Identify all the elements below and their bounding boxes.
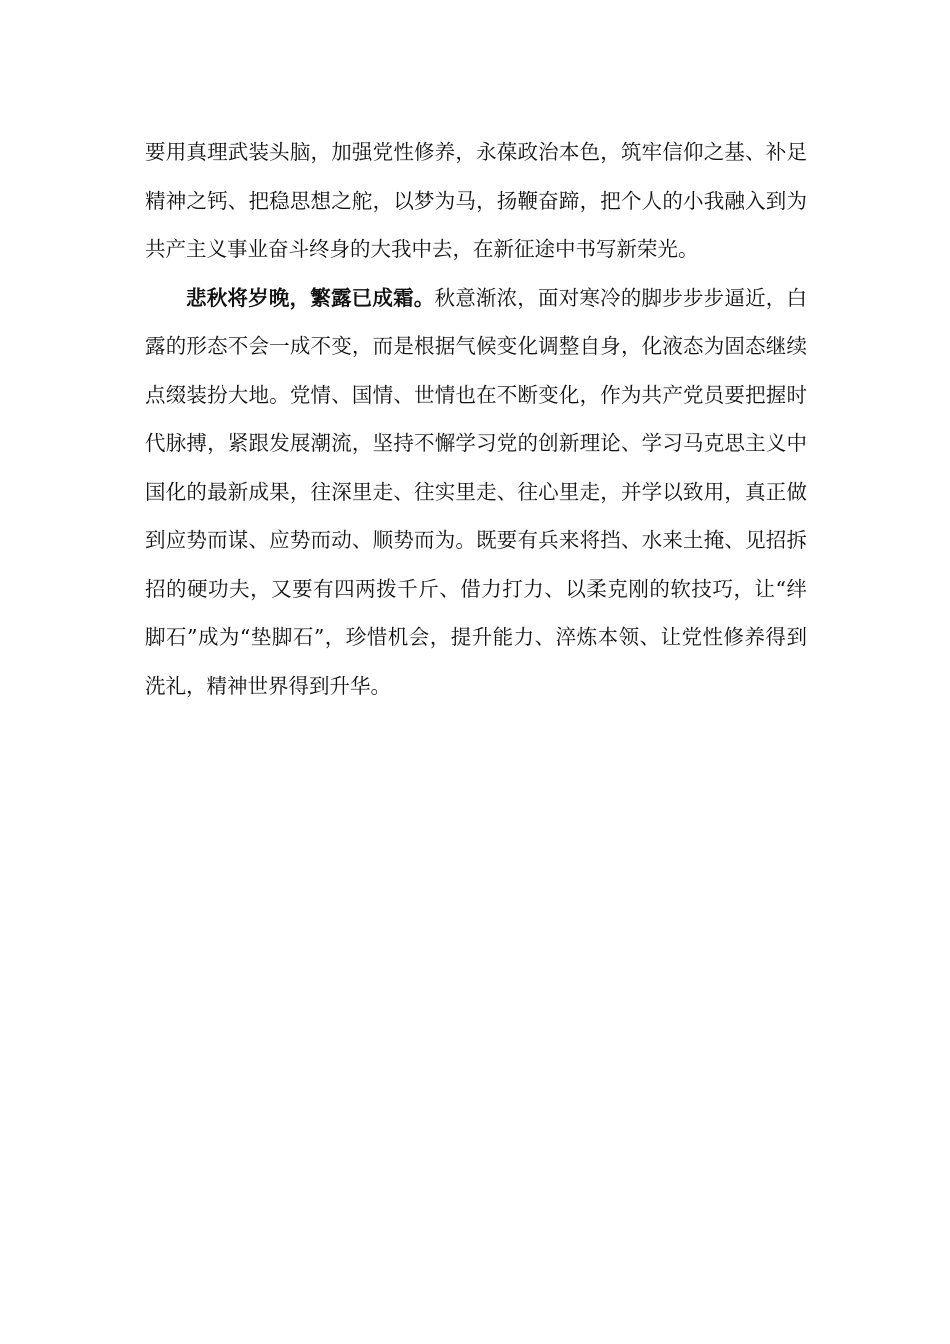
document-body [145, 128, 807, 710]
paragraph-continuation: 要用真理武装头脑，加强党性修养，永葆政治本色，筑牢信仰之基、补足精神之钙、把稳思想之舵，以梦为马，扬鞭奋蹄，把个人的小我融入到为共产主义事业奋斗终身的大我中去，在新征途中书写新荣光。 [145, 140, 807, 261]
paragraph-body-text: 秋意渐浓，面对寒冷的脚步步步逼近，白露的形态不会一成不变，而是根据气候变化调整自身，化液态为固态继续点缀装扮大地。党情、国情、世情也在不断变化，作为共产党员要把握时代脉搏，紧跟发展潮流，坚持不懈学习党的创新理论、学习马克思主义中国化的最新成果，往深里走、往实里走、往心里走，并学以致用，真正做到应势而谋、应势而动、顺势而为。既要有兵来将挡、水来土掩、见招拆招的硬功夫，又要有四两拨千斤、借力打力、以柔克刚的软技巧，让“绊脚石”成为“垫脚石”，珍惜机会，提升能力、淬炼本领、让党性修养得到洗礼，精神世界得到升华。 [145, 285, 808, 698]
paragraph-autumn-dew [145, 274, 807, 711]
paragraph-lead-heading: 悲秋将岁晚，繁露已成霜。 [186, 285, 435, 310]
